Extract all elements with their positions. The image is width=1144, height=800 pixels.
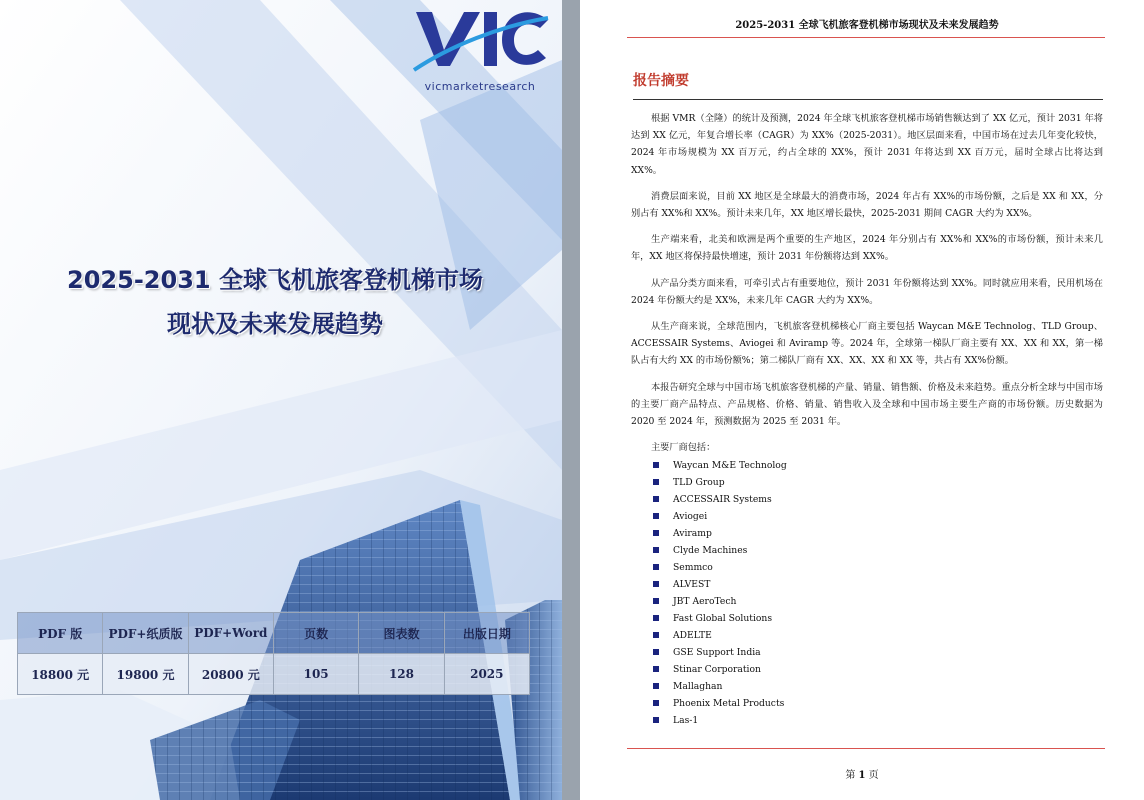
value-pdf-paper-price: 19800 元 [103, 654, 188, 695]
square-bullet-icon [653, 479, 659, 485]
list-item [631, 491, 1103, 508]
vendor-list [631, 457, 1103, 729]
list-item [631, 644, 1103, 661]
list-item [631, 712, 1103, 729]
header-rule [627, 37, 1105, 38]
header-pdf-word: PDF+Word [188, 613, 273, 654]
price-table [17, 612, 530, 695]
paragraph-manufacturers: 从生产商来说，全球范围内，飞机旅客登机梯核心厂商主要包括 Waycan M&E Technolog、TLD Group、ACCESSAIR Systems、Aviogei 和 Aviramp 等。2024 年，全球第一梯队厂商主要有 XX、XX 和 XX，第一梯队占有大约 XX 的市场份额%；第二梯队厂商有 XX、XX、XX 和 XX 等，共占有 XX%份额。 [631, 321, 1103, 367]
paragraph-scope: 本报告研究全球与中国市场飞机旅客登机梯的产量、销量、销售额、价格及未来趋势。重点分析全球与中国市场的主要厂商产品特点、产品规格、价格、销量、销售收入及全球和中国市场主要生产商的市场份额。历史数据为 2020 至 2024 年，预测数据为 2025 至 2031 年。 [631, 381, 1103, 428]
header-pdf-paper: PDF+纸质版 [103, 613, 188, 654]
running-head: 2025-2031 全球飞机旅客登机梯市场现状及未来发展趋势 [735, 20, 999, 31]
square-bullet-icon [653, 530, 659, 536]
square-bullet-icon [653, 581, 659, 587]
list-item [631, 525, 1103, 542]
cover-title-line-2: 现状及未来发展趋势 [167, 310, 383, 338]
square-bullet-icon [653, 632, 659, 638]
square-bullet-icon [653, 564, 659, 570]
paragraph-market-size: 根据 VMR（全隆）的统计及预测，2024 年全球飞机旅客登机梯市场销售额达到了 XX 亿元，预计 2031 年将达到 XX 亿元，年复合增长率（CAGR）为 XX%（2025-2031）。地区层面来看，中国市场在过去几年变化较快，2024 年市场规模为 XX 百万元，约占全球的 XX%，预计 2031 年将达到 XX 百万元，届时全球占比将达到 XX%。 [631, 113, 1103, 176]
page-number [580, 766, 1144, 781]
page-label-prefix: 第 [845, 770, 856, 781]
vendor-name: Fast Global Solutions [673, 613, 773, 625]
vic-logo-icon [410, 6, 550, 76]
list-item [631, 457, 1103, 474]
value-pdf-word-price: 20800 元 [188, 654, 273, 695]
square-bullet-icon [653, 513, 659, 519]
value-pages: 105 [273, 654, 358, 695]
report-body [631, 110, 1103, 729]
footer-rule [627, 748, 1105, 749]
paragraph-product-types: 从产品分类方面来看，可牵引式占有重要地位，预计 2031 年份额将达到 XX%。同时就应用来看，民用机场在 2024 年份额大约是 XX%，未来几年 CAGR 大约为 XX%。 [631, 277, 1103, 306]
list-item [631, 508, 1103, 525]
vic-logo [410, 6, 550, 96]
summary-heading: 报告摘要 [633, 73, 689, 89]
value-publish-date: 2025 [444, 654, 529, 695]
value-charts: 128 [359, 654, 444, 695]
summary-heading-rule [633, 99, 1103, 100]
square-bullet-icon [653, 615, 659, 621]
header-publish-date: 出版日期 [444, 613, 529, 654]
header-pdf: PDF 版 [18, 613, 103, 654]
value-pdf-price: 18800 元 [18, 654, 103, 695]
vendor-name: GSE Support India [673, 647, 761, 659]
header-charts: 图表数 [359, 613, 444, 654]
vendors-label: 主要厂商包括： [651, 442, 716, 454]
list-item [631, 474, 1103, 491]
paragraph-production: 生产端来看，北美和欧洲是两个重要的生产地区，2024 年分别占有 XX%和 XX%的市场份额，预计未来几年，XX 地区将保持最快增速，预计 2031 年份额将达到 XX%。 [631, 234, 1103, 263]
vendor-name: Stinar Corporation [673, 664, 761, 676]
list-item [631, 627, 1103, 644]
vendor-name: ACCESSAIR Systems [673, 494, 772, 506]
page-label-suffix: 页 [868, 770, 879, 781]
list-item [631, 695, 1103, 712]
price-table-header-row [18, 613, 530, 654]
vendor-name: Aviogei [673, 511, 708, 523]
square-bullet-icon [653, 649, 659, 655]
logo-site-text: vicmarketresearch [424, 80, 536, 93]
square-bullet-icon [653, 666, 659, 672]
report-page [580, 0, 1144, 800]
square-bullet-icon [653, 547, 659, 553]
price-table-value-row [18, 654, 530, 695]
vendor-name: JBT AeroTech [673, 596, 737, 608]
vendor-name: ADELTE [673, 630, 712, 642]
cover-title [40, 258, 510, 346]
vendor-name: Clyde Machines [673, 545, 748, 557]
cover-title-line-1: 2025-2031 全球飞机旅客登机梯市场 [67, 266, 483, 294]
square-bullet-icon [653, 496, 659, 502]
cover-page [0, 0, 562, 800]
vendor-name: ALVEST [673, 579, 711, 591]
list-item [631, 661, 1103, 678]
list-item [631, 559, 1103, 576]
square-bullet-icon [653, 683, 659, 689]
vendor-name: Mallaghan [673, 681, 723, 693]
square-bullet-icon [653, 700, 659, 706]
page-number-value: 1 [858, 770, 866, 781]
vendor-name: Las-1 [673, 715, 699, 727]
list-item [631, 576, 1103, 593]
list-item [631, 542, 1103, 559]
vendor-name: Aviramp [673, 528, 712, 540]
vendor-name: Semmco [673, 562, 713, 574]
vendor-name: TLD Group [673, 477, 725, 489]
list-item [631, 593, 1103, 610]
vendor-name: Phoenix Metal Products [673, 698, 785, 710]
paragraph-consumption: 消费层面来说，目前 XX 地区是全球最大的消费市场，2024 年占有 XX%的市场份额，之后是 XX 和 XX，分别占有 XX%和 XX%。预计未来几年，XX 地区增长最快，2025-2031 期间 CAGR 大约为 XX%。 [631, 190, 1103, 220]
list-item [631, 610, 1103, 627]
square-bullet-icon [653, 598, 659, 604]
page-gutter [562, 0, 580, 800]
vendor-name: Waycan M&E Technolog [673, 460, 787, 472]
header-pages: 页数 [273, 613, 358, 654]
list-item [631, 678, 1103, 695]
square-bullet-icon [653, 717, 659, 723]
square-bullet-icon [653, 462, 659, 468]
